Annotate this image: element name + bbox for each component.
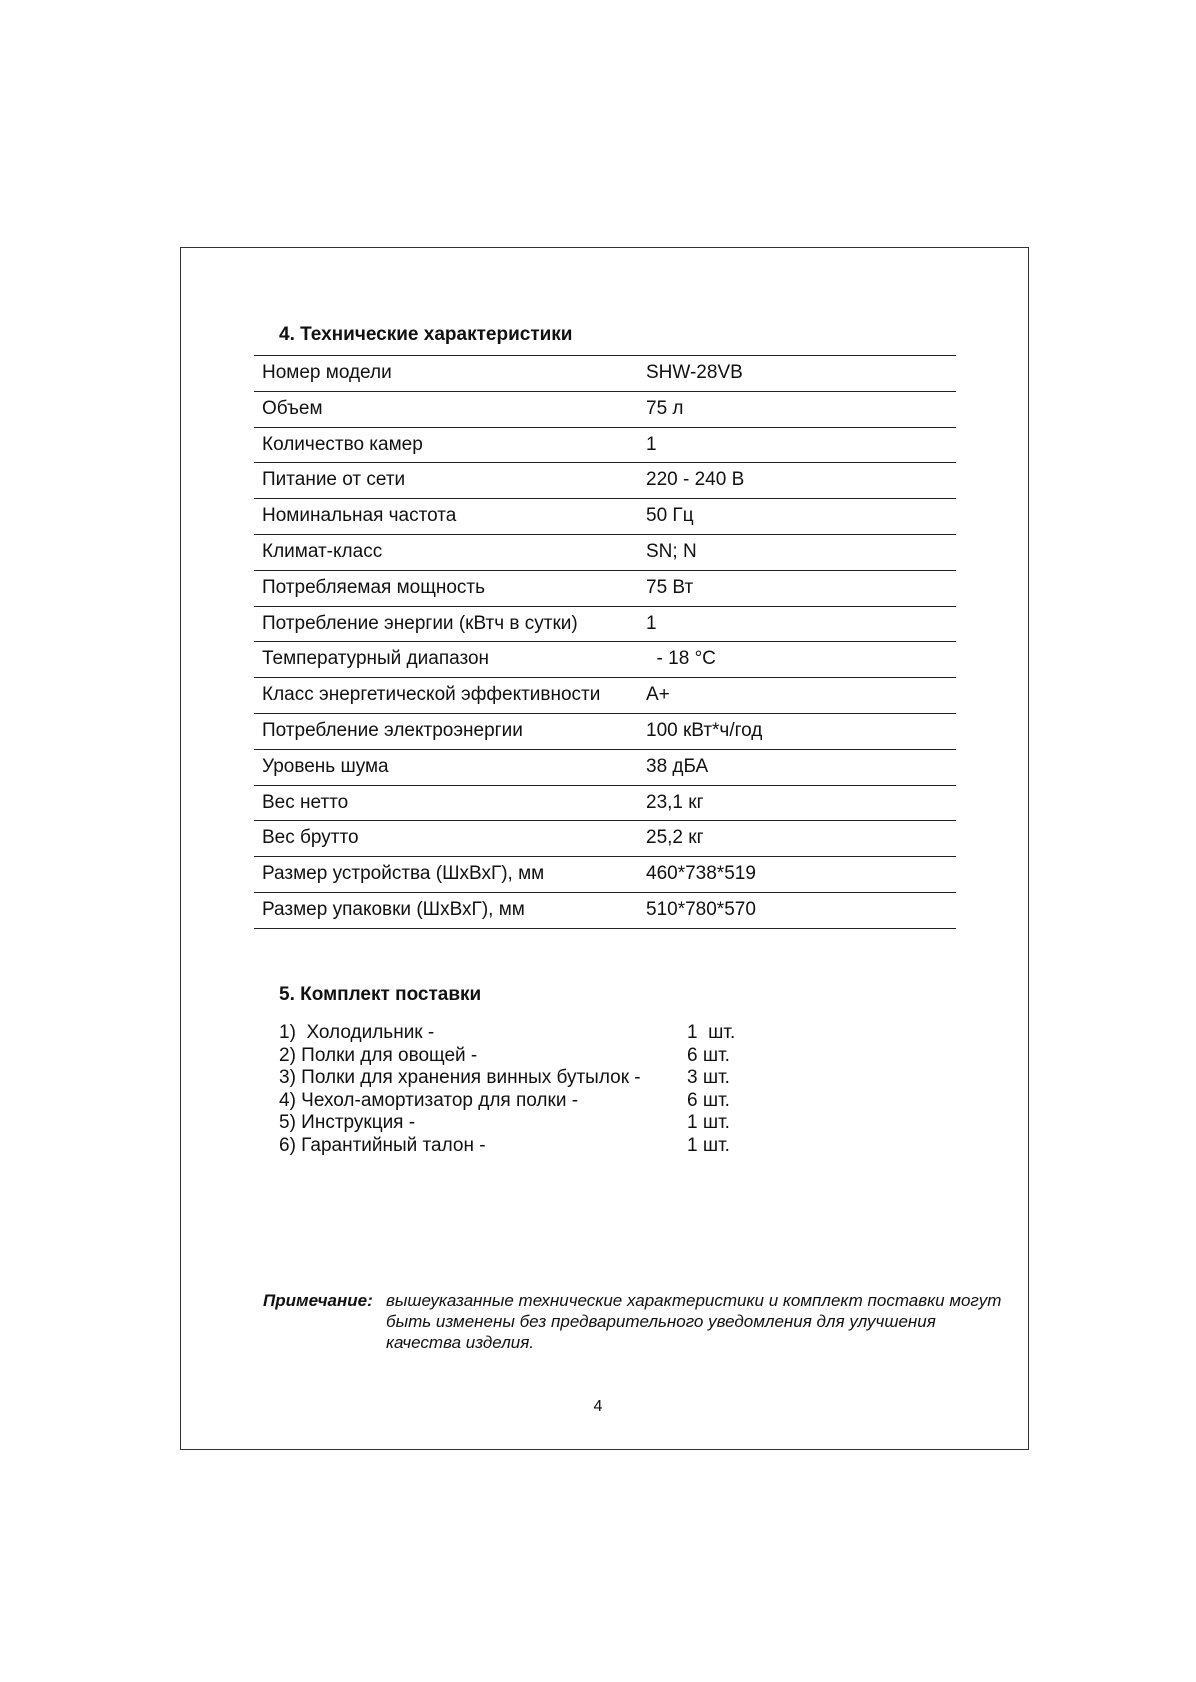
spec-value: 220 - 240 В	[646, 469, 745, 491]
kit-item-text: 2) Полки для овощей -	[279, 1044, 478, 1066]
spec-name: Питание от сети	[262, 469, 406, 491]
spec-row	[254, 713, 956, 749]
spec-value: 510*780*570	[646, 898, 756, 920]
spec-name: Потребляемая мощность	[262, 576, 486, 598]
spec-value: 100 кВт*ч/год	[646, 719, 763, 741]
spec-value: 1	[646, 433, 657, 455]
spec-name: Уровень шума	[262, 755, 389, 777]
spec-name: Климат-класс	[262, 540, 383, 562]
spec-row	[254, 785, 956, 821]
spec-name: Температурный диапазон	[262, 648, 490, 670]
spec-name: Вес брутто	[262, 827, 359, 849]
kit-list	[279, 1022, 759, 1158]
kit-item-qty: 1 шт.	[687, 1022, 736, 1043]
spec-row	[254, 641, 956, 677]
page-number: 4	[593, 1398, 603, 1415]
spec-row	[254, 820, 956, 856]
kit-item-text: 6) Гарантийный талон -	[279, 1134, 486, 1156]
note-text: вышеуказанные технические характеристики и комплект поставки могут быть изменены без предварительного уведомления для улучшения качества изделия.	[386, 1291, 1002, 1352]
spec-value: SN; N	[646, 540, 697, 562]
spec-name: Потребление энергии (кВтч в сутки)	[262, 612, 578, 634]
specs-section-title: 4. Технические характеристики	[279, 324, 573, 345]
spec-name: Вес нетто	[262, 791, 349, 813]
spec-row	[254, 355, 956, 391]
kit-item-qty: 1 шт.	[687, 1134, 730, 1156]
spec-name: Размер устройства (ШхВхГ), мм	[262, 863, 545, 885]
spec-name: Номинальная частота	[262, 505, 457, 527]
spec-value: 50 Гц	[646, 505, 694, 527]
kit-item-text: 5) Инструкция -	[279, 1112, 416, 1134]
spec-name: Объем	[262, 397, 323, 419]
spec-row	[254, 892, 956, 929]
spec-name: Количество камер	[262, 433, 423, 455]
spec-row	[254, 462, 956, 498]
spec-row	[254, 498, 956, 534]
spec-value: 38 дБА	[646, 755, 709, 777]
kit-item-text: 4) Чехол-амортизатор для полки -	[279, 1089, 579, 1111]
list-item	[279, 1135, 759, 1158]
list-item	[279, 1112, 759, 1135]
spec-row	[254, 606, 956, 642]
spec-value: 1	[646, 612, 657, 634]
specs-table	[254, 355, 956, 929]
kit-section-title: 5. Комплект поставки	[279, 984, 482, 1005]
spec-row	[254, 570, 956, 606]
spec-row	[254, 391, 956, 427]
kit-item-qty: 3 шт.	[687, 1067, 730, 1089]
spec-value: 75 Вт	[646, 576, 694, 598]
spec-row	[254, 856, 956, 892]
spec-row	[254, 534, 956, 570]
spec-value: 23,1 кг	[646, 791, 704, 813]
spec-name: Класс энергетической эффективности	[262, 684, 601, 706]
kit-item-text: 1) Холодильник -	[279, 1022, 435, 1043]
list-item	[279, 1045, 759, 1068]
spec-name: Размер упаковки (ШхВхГ), мм	[262, 898, 525, 920]
kit-item-qty: 6 шт.	[687, 1089, 730, 1111]
spec-value: 75 л	[646, 397, 684, 419]
spec-name: Потребление электроэнергии	[262, 719, 523, 741]
spec-value: 460*738*519	[646, 863, 756, 885]
spec-value: А+	[646, 684, 670, 706]
spec-row	[254, 427, 956, 463]
kit-item-qty: 6 шт.	[687, 1044, 730, 1066]
spec-row	[254, 677, 956, 713]
note-label: Примечание:	[263, 1291, 373, 1310]
list-item	[279, 1067, 759, 1090]
list-item	[279, 1090, 759, 1113]
spec-value: - 18 °С	[646, 648, 716, 670]
kit-item-qty: 1 шт.	[687, 1112, 730, 1134]
spec-value: 25,2 кг	[646, 827, 704, 849]
spec-row	[254, 749, 956, 785]
spec-name: Номер модели	[262, 362, 392, 383]
kit-item-text: 3) Полки для хранения винных бутылок -	[279, 1067, 641, 1089]
list-item	[279, 1022, 759, 1045]
spec-value: SHW-28VB	[646, 362, 743, 383]
